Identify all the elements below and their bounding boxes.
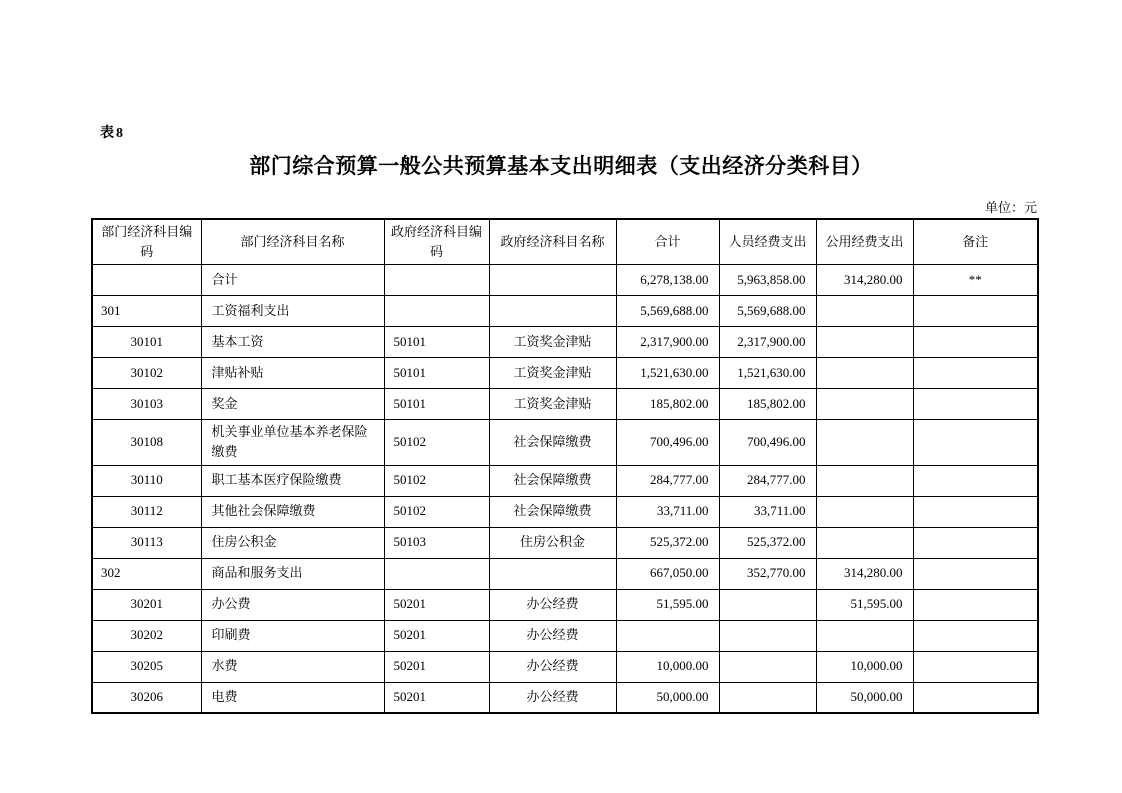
- cell-remark: [913, 389, 1038, 420]
- cell-remark: [913, 327, 1038, 358]
- unit-label: 单位：元: [984, 200, 1037, 215]
- cell-total: 667,050.00: [616, 558, 719, 589]
- cell-dept_code: 30110: [92, 465, 201, 496]
- cell-dept_name: 办公费: [201, 589, 384, 620]
- cell-total: 6,278,138.00: [616, 265, 719, 296]
- table-row: [92, 296, 1038, 327]
- cell-gov_name: 办公经费: [489, 682, 616, 713]
- cell-gov_code: 50201: [384, 620, 489, 651]
- cell-total: 5,569,688.00: [616, 296, 719, 327]
- table-row: [92, 620, 1038, 651]
- cell-personnel_expense: 284,777.00: [719, 465, 816, 496]
- cell-personnel_expense: 1,521,630.00: [719, 358, 816, 389]
- cell-gov_code: 50101: [384, 358, 489, 389]
- cell-dept_name: 合计: [201, 265, 384, 296]
- cell-gov_code: [384, 296, 489, 327]
- cell-gov_name: 社会保障缴费: [489, 465, 616, 496]
- cell-gov_name: [489, 265, 616, 296]
- cell-personnel_expense: 352,770.00: [719, 558, 816, 589]
- cell-dept_code: 30103: [92, 389, 201, 420]
- table-row: [92, 651, 1038, 682]
- cell-public_expense: [816, 420, 913, 465]
- cell-gov_code: 50201: [384, 589, 489, 620]
- cell-public_expense: [816, 389, 913, 420]
- cell-dept_code: 30201: [92, 589, 201, 620]
- cell-total: [616, 620, 719, 651]
- cell-dept_code: 30101: [92, 327, 201, 358]
- cell-dept_code: 30112: [92, 496, 201, 527]
- cell-dept_name: 基本工资: [201, 327, 384, 358]
- column-header-5: 合计: [616, 219, 719, 265]
- cell-personnel_expense: 700,496.00: [719, 420, 816, 465]
- cell-gov_name: 办公经费: [489, 651, 616, 682]
- cell-gov_name: 工资奖金津贴: [489, 327, 616, 358]
- cell-personnel_expense: [719, 682, 816, 713]
- cell-total: 10,000.00: [616, 651, 719, 682]
- cell-total: 51,595.00: [616, 589, 719, 620]
- cell-gov_name: 社会保障缴费: [489, 420, 616, 465]
- table-row: [92, 527, 1038, 558]
- table-row: [92, 682, 1038, 713]
- cell-total: 525,372.00: [616, 527, 719, 558]
- cell-remark: [913, 682, 1038, 713]
- cell-gov_name: 住房公积金: [489, 527, 616, 558]
- cell-total: 185,802.00: [616, 389, 719, 420]
- cell-gov_name: 工资奖金津贴: [489, 358, 616, 389]
- cell-personnel_expense: 525,372.00: [719, 527, 816, 558]
- cell-dept_name: 奖金: [201, 389, 384, 420]
- cell-public_expense: [816, 620, 913, 651]
- cell-dept_name: 机关事业单位基本养老保险缴费: [201, 420, 384, 465]
- header-row: [92, 219, 1038, 265]
- table-number-label: 表8: [100, 126, 125, 141]
- column-header-2: 部门经济科目名称: [201, 219, 384, 265]
- cell-dept_code: 302: [92, 558, 201, 589]
- document-title: 部门综合预算一般公共预算基本支出明细表（支出经济分类科目）: [249, 155, 873, 178]
- cell-gov_code: 50102: [384, 496, 489, 527]
- budget-detail-table: [91, 218, 1039, 714]
- cell-dept_name: 津贴补贴: [201, 358, 384, 389]
- table-row: [92, 465, 1038, 496]
- cell-public_expense: [816, 358, 913, 389]
- cell-public_expense: 314,280.00: [816, 558, 913, 589]
- cell-gov_code: [384, 265, 489, 296]
- cell-gov_code: [384, 558, 489, 589]
- cell-gov_code: 50101: [384, 327, 489, 358]
- table-row: [92, 420, 1038, 465]
- cell-dept_code: 30113: [92, 527, 201, 558]
- cell-public_expense: [816, 465, 913, 496]
- cell-personnel_expense: 5,963,858.00: [719, 265, 816, 296]
- cell-dept_name: 其他社会保障缴费: [201, 496, 384, 527]
- cell-dept_name: 印刷费: [201, 620, 384, 651]
- cell-public_expense: 51,595.00: [816, 589, 913, 620]
- cell-dept_code: 30205: [92, 651, 201, 682]
- cell-dept_name: 住房公积金: [201, 527, 384, 558]
- table-row: [92, 358, 1038, 389]
- table-row: [92, 389, 1038, 420]
- cell-dept_name: 电费: [201, 682, 384, 713]
- cell-dept_name: 水费: [201, 651, 384, 682]
- cell-public_expense: [816, 327, 913, 358]
- cell-remark: [913, 358, 1038, 389]
- cell-personnel_expense: 185,802.00: [719, 389, 816, 420]
- cell-total: 1,521,630.00: [616, 358, 719, 389]
- column-header-7: 公用经费支出: [816, 219, 913, 265]
- cell-remark: [913, 589, 1038, 620]
- cell-total: 2,317,900.00: [616, 327, 719, 358]
- cell-remark: [913, 420, 1038, 465]
- column-header-3: 政府经济科目编码: [384, 219, 489, 265]
- cell-total: 33,711.00: [616, 496, 719, 527]
- cell-gov_name: 办公经费: [489, 620, 616, 651]
- cell-dept_name: 工资福利支出: [201, 296, 384, 327]
- cell-dept_code: 30202: [92, 620, 201, 651]
- cell-gov_name: 办公经费: [489, 589, 616, 620]
- cell-personnel_expense: [719, 620, 816, 651]
- cell-total: 700,496.00: [616, 420, 719, 465]
- cell-remark: [913, 527, 1038, 558]
- table-row: [92, 265, 1038, 296]
- cell-dept_code: 30108: [92, 420, 201, 465]
- cell-dept_name: 商品和服务支出: [201, 558, 384, 589]
- column-header-1: 部门经济科目编码: [92, 219, 201, 265]
- table-header: [92, 219, 1038, 265]
- cell-remark: **: [913, 265, 1038, 296]
- cell-public_expense: 314,280.00: [816, 265, 913, 296]
- cell-gov_name: 社会保障缴费: [489, 496, 616, 527]
- cell-remark: [913, 651, 1038, 682]
- cell-dept_name: 职工基本医疗保险缴费: [201, 465, 384, 496]
- cell-dept_code: 30206: [92, 682, 201, 713]
- table-row: [92, 558, 1038, 589]
- cell-dept_code: [92, 265, 201, 296]
- column-header-6: 人员经费支出: [719, 219, 816, 265]
- cell-public_expense: [816, 296, 913, 327]
- cell-dept_code: 301: [92, 296, 201, 327]
- table-row: [92, 496, 1038, 527]
- cell-gov_code: 50102: [384, 465, 489, 496]
- cell-gov_name: [489, 296, 616, 327]
- cell-personnel_expense: 2,317,900.00: [719, 327, 816, 358]
- cell-gov_name: [489, 558, 616, 589]
- cell-dept_code: 30102: [92, 358, 201, 389]
- cell-remark: [913, 465, 1038, 496]
- table-row: [92, 589, 1038, 620]
- cell-personnel_expense: 5,569,688.00: [719, 296, 816, 327]
- cell-remark: [913, 558, 1038, 589]
- table-row: [92, 327, 1038, 358]
- cell-gov_code: 50102: [384, 420, 489, 465]
- cell-personnel_expense: [719, 589, 816, 620]
- cell-gov_code: 50201: [384, 651, 489, 682]
- cell-gov_code: 50103: [384, 527, 489, 558]
- cell-gov_name: 工资奖金津贴: [489, 389, 616, 420]
- cell-gov_code: 50201: [384, 682, 489, 713]
- cell-public_expense: [816, 527, 913, 558]
- cell-remark: [913, 296, 1038, 327]
- column-header-4: 政府经济科目名称: [489, 219, 616, 265]
- cell-public_expense: [816, 496, 913, 527]
- cell-total: 284,777.00: [616, 465, 719, 496]
- cell-personnel_expense: [719, 651, 816, 682]
- column-header-8: 备注: [913, 219, 1038, 265]
- cell-remark: [913, 496, 1038, 527]
- cell-total: 50,000.00: [616, 682, 719, 713]
- cell-gov_code: 50101: [384, 389, 489, 420]
- cell-public_expense: 50,000.00: [816, 682, 913, 713]
- cell-personnel_expense: 33,711.00: [719, 496, 816, 527]
- cell-remark: [913, 620, 1038, 651]
- cell-public_expense: 10,000.00: [816, 651, 913, 682]
- table-body: [92, 265, 1038, 713]
